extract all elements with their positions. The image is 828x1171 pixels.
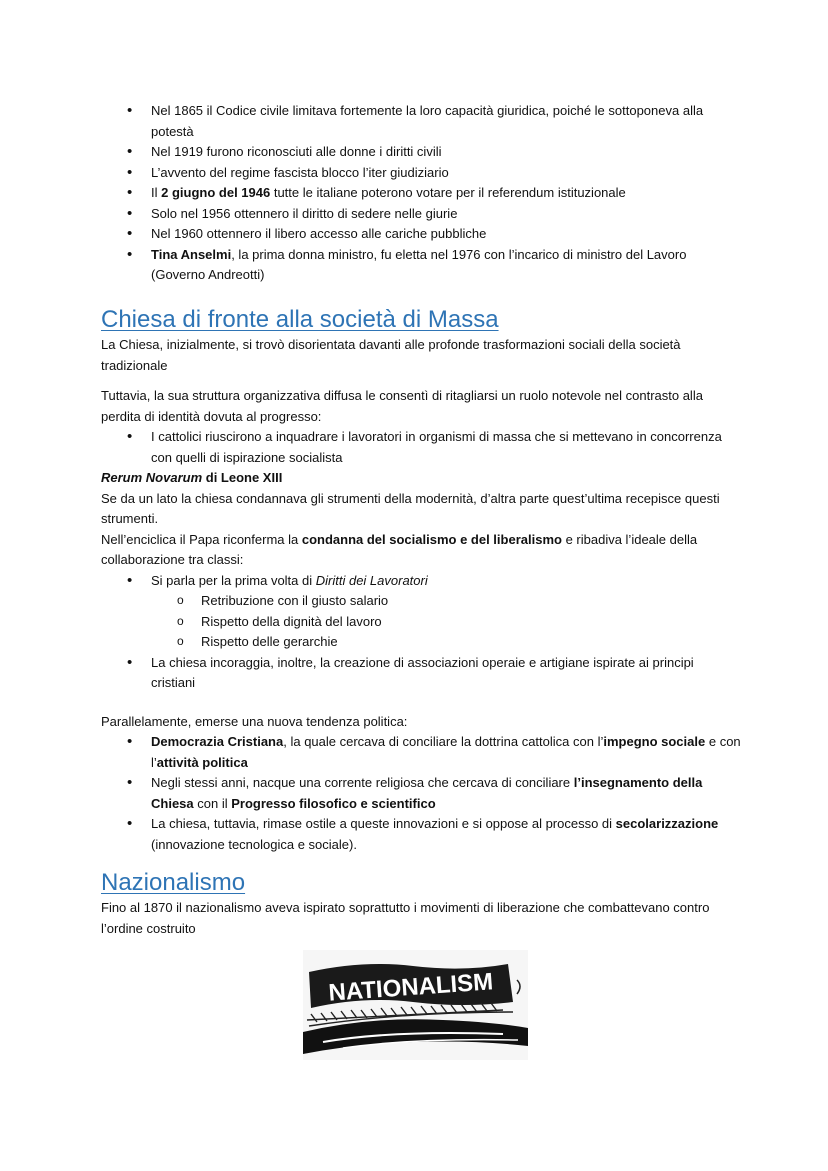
list-item: • Nel 1865 il Codice civile limitava fortemente la loro capacità giuridica, poiché le sottoponeva alla potestà: [101, 101, 741, 142]
paragraph: La Chiesa, inizialmente, si trovò disorientata davanti alle profonde trasformazioni sociali della società tradizionale: [101, 337, 681, 373]
paragraph: Parallelamente, emerse una nuova tendenza politica:: [101, 713, 408, 729]
list-item: • Nel 1919 furono riconosciuti alle donne i diritti civili: [101, 142, 741, 163]
top-bullet-list: [101, 101, 741, 286]
paragraph: Tuttavia, la sua struttura organizzativa diffusa le consentì di ritagliarsi un ruolo notevole nel contrasto alla perdita di identità dovuta al progresso:: [101, 388, 703, 424]
section-chiesa: [101, 305, 741, 855]
paragraph: Nell’enciclica il Papa riconferma la condanna del socialismo e del liberalismo e ribadiva l’ideale della collaborazione tra classi:: [101, 531, 698, 567]
sub-list-item: o Rispetto della dignità del lavoro: [101, 612, 741, 633]
subheading: Rerum Novarum di Leone XIII: [101, 470, 283, 485]
section-heading: Nazionalismo: [101, 869, 246, 896]
list-item: • I cattolici riuscirono a inquadrare i lavoratori in organismi di massa che si mettevano in concorrenza con quelli di ispirazione socialista: [101, 427, 741, 468]
section-nazionalismo: [101, 868, 741, 939]
sub-list-item: o Retribuzione con il giusto salario: [101, 591, 741, 612]
list-item: • La chiesa, tuttavia, rimase ostile a queste innovazioni e si oppose al processo di secolarizzazione (innovazione tecnologica e sociale).: [101, 814, 741, 855]
nationalism-drawing: [303, 950, 528, 1060]
sub-list-item: o Rispetto delle gerarchie: [101, 632, 741, 653]
list-item: • Si parla per la prima volta di Diritti dei Lavoratori: [101, 571, 741, 592]
paragraph: Fino al 1870 il nazionalismo aveva ispirato soprattutto i movimenti di liberazione che combattevano contro l’ordine costruito: [101, 900, 710, 936]
list-item: • Nel 1960 ottennero il libero accesso alle cariche pubbliche: [101, 224, 741, 245]
list-item: • Il 2 giugno del 1946 tutte le italiane poterono votare per il referendum istituzionale: [101, 183, 741, 204]
section-heading: Chiesa di fronte alla società di Massa: [101, 306, 499, 333]
list-item: • Negli stessi anni, nacque una corrente religiosa che cercava di conciliare l’insegnamento della Chiesa con il Progresso filosofico e scientifico: [101, 773, 741, 814]
nationalism-illustration: [303, 950, 528, 1060]
list-item: • Democrazia Cristiana, la quale cercava di conciliare la dottrina cattolica con l’impegno sociale e con l’attività politica: [101, 732, 741, 773]
list-item: • La chiesa incoraggia, inoltre, la creazione di associazioni operaie e artigiane ispirate ai principi cristiani: [101, 653, 741, 694]
list-item: • L’avvento del regime fascista blocco l’iter giudiziario: [101, 163, 741, 184]
banner-text: NATIONALISM: [327, 968, 495, 1007]
list-item: • Solo nel 1956 ottennero il diritto di sedere nelle giurie: [101, 204, 741, 225]
list-item: • Tina Anselmi, la prima donna ministro, fu eletta nel 1976 con l’incarico di ministro del Lavoro (Governo Andreotti): [101, 245, 741, 286]
paragraph: Se da un lato la chiesa condannava gli strumenti della modernità, d’altra parte quest’ultima recepisce questi strumenti.: [101, 490, 720, 526]
